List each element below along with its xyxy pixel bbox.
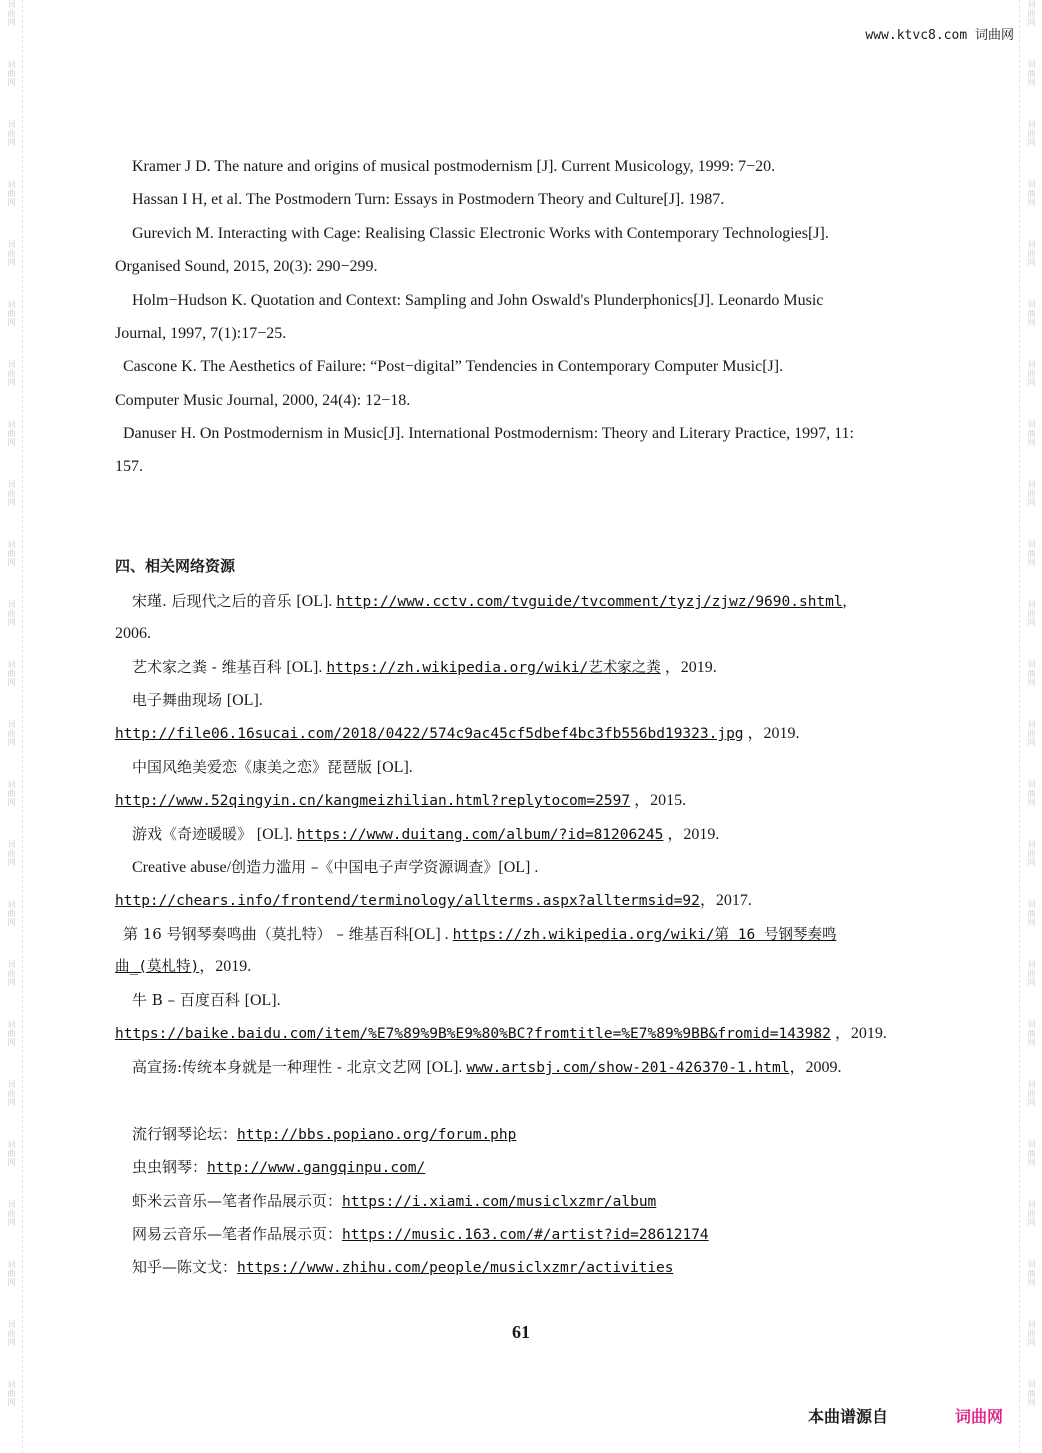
reference-line <box>132 190 1042 210</box>
line-text: 157. <box>115 458 143 475</box>
line-text: 知乎—陈文戈： <box>132 1258 238 1276</box>
reference-line <box>123 424 1042 444</box>
watermark-text: 词曲网 <box>7 60 16 87</box>
watermark-text: 词曲网 <box>1027 780 1036 807</box>
watermark-text: 词曲网 <box>7 420 16 447</box>
watermark-text: 词曲网 <box>7 360 16 387</box>
page-number: 61 <box>512 1322 530 1342</box>
line-text: [OL]. <box>376 759 413 776</box>
line-text: Cascone K. The Aesthetics of Failure: “Post−digital” Tendencies in Contemporary Computer Music[J]. <box>123 358 784 375</box>
watermark-text: 词曲网 <box>1027 840 1036 867</box>
line-text: ，2015. <box>630 792 687 809</box>
watermark-text: 词曲网 <box>1027 180 1036 207</box>
watermark-text: 词曲网 <box>7 720 16 747</box>
line-text: Gurevich M. Interacting with Cage: Realising Classic Electronic Works with Contemporary Technologies[J]. <box>132 225 829 242</box>
resource-line <box>115 624 1042 644</box>
reference-line <box>132 291 1042 311</box>
watermark-text: 词曲网 <box>1027 1380 1036 1407</box>
line-text: 虾米云音乐—笔者作品展示页： <box>132 1192 343 1210</box>
reference-line <box>132 224 1042 244</box>
resource-line <box>132 1191 1042 1212</box>
resource-line <box>132 1257 1042 1278</box>
watermark-text: 词曲网 <box>1027 120 1036 147</box>
resource-link[interactable]: 曲_(莫札特) <box>115 959 200 975</box>
line-text: 流行钢琴论坛： <box>132 1125 238 1143</box>
line-text: [OL] . <box>408 926 453 943</box>
line-text: 2006. <box>115 625 151 642</box>
watermark-text: 词曲网 <box>7 1140 16 1167</box>
resource-link[interactable]: http://file06.16sucai.com/2018/0422/574c9ac45cf5dbef4bc3fb556bd19323.jpg <box>115 726 744 742</box>
line-text: ，2017. <box>699 892 752 909</box>
line-text: 创造力滥用 –《中国电子声学资源调查》 <box>231 858 499 876</box>
site-name: 词曲网 <box>974 28 1014 43</box>
resource-link[interactable]: https://www.duitang.com/album/?id=81206245 <box>296 827 664 843</box>
line-text: Holm−Hudson K. Quotation and Context: Sampling and John Oswald's Plunderphonics[J]. Leonardo Music <box>132 292 824 309</box>
watermark-text: 词曲网 <box>1027 720 1036 747</box>
line-text: [OL]. <box>296 593 337 610</box>
watermark-text: 词曲网 <box>7 480 16 507</box>
watermark-text: 词曲网 <box>1027 300 1036 327</box>
watermark-text: 词曲网 <box>7 960 16 987</box>
line-text: Computer Music Journal, 2000, 24(4): 12−18. <box>115 392 411 409</box>
watermark-text: 词曲网 <box>1027 60 1036 87</box>
resource-line <box>132 757 1042 778</box>
watermark-text: 词曲网 <box>7 1200 16 1227</box>
watermark-text: 词曲网 <box>7 1260 16 1287</box>
resource-line <box>132 591 1042 612</box>
watermark-text: 词曲网 <box>7 120 16 147</box>
watermark-text: 词曲网 <box>1027 900 1036 927</box>
site-url: www.ktvc8.com <box>865 28 968 43</box>
line-text: 虫虫钢琴： <box>132 1158 208 1176</box>
resource-line <box>115 891 1042 911</box>
resource-link[interactable]: https://i.xiami.com/musiclxzmr/album <box>342 1194 657 1210</box>
resource-line <box>115 1024 1042 1044</box>
line-text: [OL]. <box>226 692 263 709</box>
line-text: ，2019. <box>663 826 720 843</box>
watermark-text: 词曲网 <box>1027 1260 1036 1287</box>
line-text: ，2019. <box>199 958 252 975</box>
line-text: 艺术家之粪 - 维基百科 <box>132 658 287 676</box>
watermark-text: 词曲网 <box>1027 1140 1036 1167</box>
resource-line <box>132 857 1042 878</box>
line-text: ，2009. <box>789 1059 842 1076</box>
line-text: 中国风绝美爱恋《康美之恋》琵琶版 <box>132 758 377 776</box>
line-text: 游戏《奇迹暖暖》 <box>132 825 257 843</box>
line-text: Journal, 1997, 7(1):17−25. <box>115 325 287 342</box>
watermark-text: 词曲网 <box>1027 1320 1036 1347</box>
resource-line <box>132 1224 1042 1245</box>
line-text: [OL]. <box>244 992 281 1009</box>
line-text: ，2019. <box>660 659 717 676</box>
line-text: Kramer J D. The nature and origins of musical postmodernism [J]. Current Musicology, 1999: 7−20. <box>132 158 776 175</box>
reference-line <box>115 457 1042 477</box>
resource-link[interactable]: http://chears.info/frontend/terminology/allterms.aspx?alltermsid=92 <box>115 893 700 909</box>
watermark-text: 词曲网 <box>1027 480 1036 507</box>
watermark-text: 词曲网 <box>7 1320 16 1347</box>
line-text: Creative abuse/ <box>132 859 232 876</box>
resource-line <box>115 791 1042 811</box>
watermark-text: 词曲网 <box>7 540 16 567</box>
watermark-text: 词曲网 <box>1027 660 1036 687</box>
resource-link[interactable]: http://www.52qingyin.cn/kangmeizhilian.html?replytocom=2597 <box>115 793 631 809</box>
line-text: 第 16 号钢琴奏鸣曲（莫扎特） – 维基百科 <box>123 925 409 943</box>
line-text: ，2019. <box>830 1025 887 1042</box>
resource-link[interactable]: http://www.cctv.com/tvguide/tvcomment/tyzj/zjwz/9690.shtml <box>336 594 843 610</box>
watermark-text: 词曲网 <box>1027 420 1036 447</box>
line-text: [OL] . <box>498 859 539 876</box>
reference-line <box>132 157 1042 177</box>
watermark-text: 词曲网 <box>7 1380 16 1407</box>
line-text: [OL]. <box>426 1059 467 1076</box>
resource-line <box>132 690 1042 711</box>
footer-source-site[interactable]: 词曲网 <box>955 1407 1004 1426</box>
line-text: 高宣扬:传统本身就是一种理性 - 北京文艺网 <box>132 1058 427 1076</box>
resource-line <box>123 924 1042 945</box>
reference-line <box>115 324 1042 344</box>
watermark-text: 词曲网 <box>7 180 16 207</box>
watermark-text: 词曲网 <box>7 240 16 267</box>
watermark-text: 词曲网 <box>7 300 16 327</box>
watermark-text: 词曲网 <box>7 780 16 807</box>
line-text: , <box>842 593 847 610</box>
resource-line <box>115 957 1042 977</box>
watermark-text: 词曲网 <box>1027 1080 1036 1107</box>
line-text: [OL]. <box>286 659 327 676</box>
line-text: 牛 B – 百度百科 <box>132 991 245 1009</box>
watermark-text: 词曲网 <box>1027 360 1036 387</box>
watermark-text: 词曲网 <box>1027 1200 1036 1227</box>
resource-link[interactable]: https://zh.wikipedia.org/wiki/第 16 号钢琴奏鸣 <box>452 927 837 943</box>
footer-source-label: 本曲谱源自 <box>808 1407 889 1426</box>
section-heading: 四、相关网络资源 <box>115 557 236 575</box>
line-text: Danuser H. On Postmodernism in Music[J]. International Postmodernism: Theory and Literary Practice, 1997, 11: <box>123 425 854 442</box>
watermark-text: 词曲网 <box>1027 600 1036 627</box>
resource-line <box>132 990 1042 1011</box>
watermark-text: 词曲网 <box>7 1080 16 1107</box>
resource-link[interactable]: http://bbs.popiano.org/forum.php <box>237 1127 517 1143</box>
watermark-text: 词曲网 <box>1027 240 1036 267</box>
line-text: 网易云音乐—笔者作品展示页： <box>132 1225 343 1243</box>
site-header <box>865 24 1014 43</box>
watermark-text: 词曲网 <box>7 1020 16 1047</box>
line-text: Hassan I H, et al. The Postmodern Turn: Essays in Postmodern Theory and Culture[J]. 1987. <box>132 191 725 208</box>
watermark-text: 词曲网 <box>7 660 16 687</box>
reference-line <box>115 391 1042 411</box>
reference-line <box>115 257 1042 277</box>
resource-line <box>132 824 1042 845</box>
watermark-text: 词曲网 <box>1027 540 1036 567</box>
resource-link[interactable]: www.artsbj.com/show-201-426370-1.html <box>466 1060 790 1076</box>
watermark-text: 词曲网 <box>7 0 16 27</box>
resource-line <box>132 657 1042 678</box>
resource-link[interactable]: https://zh.wikipedia.org/wiki/艺术家之粪 <box>326 660 661 676</box>
line-text: ，2019. <box>743 725 800 742</box>
watermark-text: 词曲网 <box>7 840 16 867</box>
resource-link[interactable]: https://www.zhihu.com/people/musiclxzmr/activities <box>237 1260 674 1276</box>
watermark-text: 词曲网 <box>7 600 16 627</box>
watermark-text: 词曲网 <box>1027 0 1036 27</box>
resource-line <box>115 724 1042 744</box>
resource-line <box>132 1124 1042 1145</box>
line-text: 宋瑾. 后现代之后的音乐 <box>132 592 297 610</box>
resource-link[interactable]: https://music.163.com/#/artist?id=28612174 <box>342 1227 709 1243</box>
resource-line <box>132 1057 1042 1078</box>
resource-link[interactable]: http://www.gangqinpu.com/ <box>207 1160 426 1176</box>
reference-line <box>123 357 1042 377</box>
watermark-text: 词曲网 <box>7 900 16 927</box>
left-watermark-strip <box>0 0 23 1453</box>
watermark-text: 词曲网 <box>1027 1020 1036 1047</box>
line-text: 电子舞曲现场 <box>132 691 227 709</box>
watermark-text: 词曲网 <box>1027 960 1036 987</box>
resource-line <box>132 1157 1042 1178</box>
line-text: Organised Sound, 2015, 20(3): 290−299. <box>115 258 378 275</box>
line-text: [OL]. <box>256 826 297 843</box>
resource-link[interactable]: https://baike.baidu.com/item/%E7%89%9B%E9%80%BC?fromtitle=%E7%89%9BB&fromid=143982 <box>115 1026 831 1042</box>
